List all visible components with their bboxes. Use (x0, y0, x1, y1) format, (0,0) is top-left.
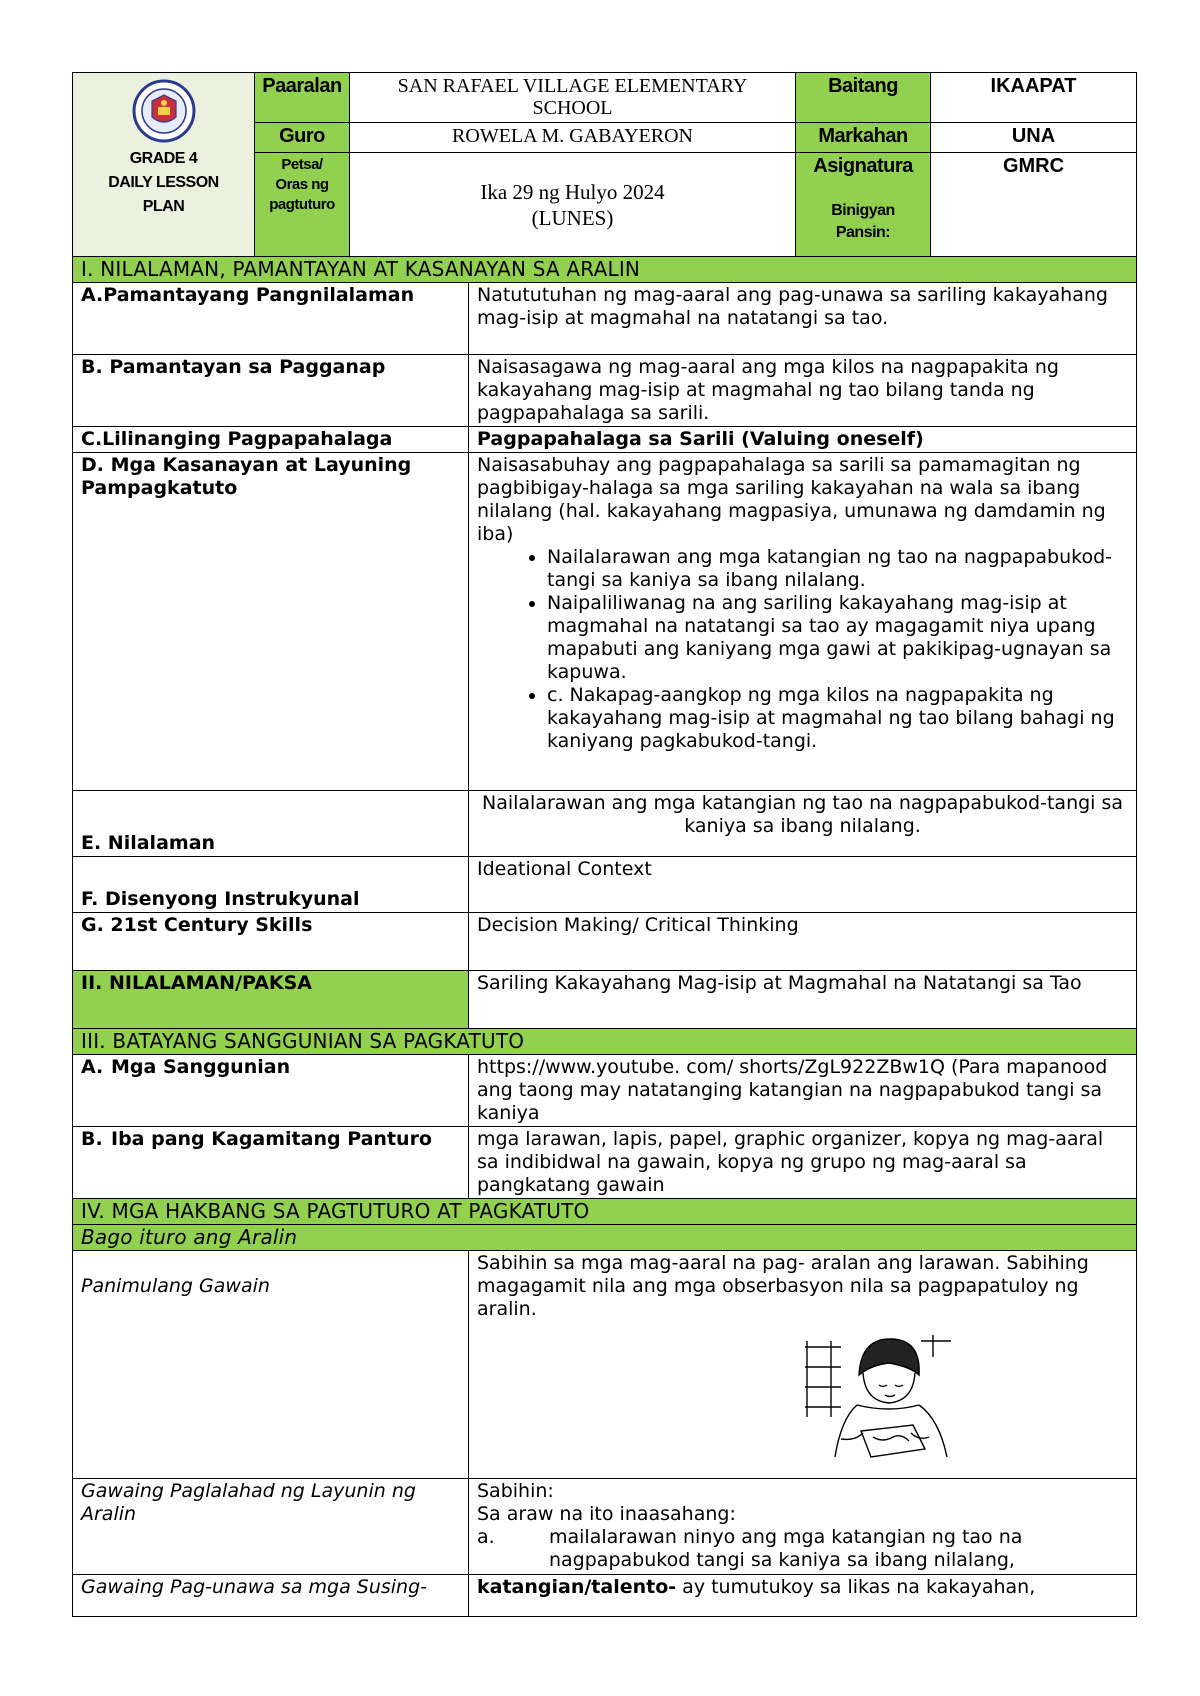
pamantayan-pagganap-label: B. Pamantayan sa Pagganap (73, 354, 469, 426)
pagpapahalaga-label: C.Lilinanging Pagpapahalaga (73, 426, 469, 452)
petsa-value: Ika 29 ng Hulyo 2024 (LUNES) (350, 153, 796, 257)
section-2-heading: II. NILALAMAN/PAKSA (73, 970, 469, 1028)
panimulang-gawain-value: Sabihin sa mga mag-aaral na pag- aralan ang larawan. Sabihing magagamit nila ang mga obserbasyon nila sa pagpapatuloy ng aralin. (469, 1250, 1137, 1478)
pamantayang-pangnilalaman-value: Natututuhan ng mag-aaral ang pag-unawa sa sariling kakayahang mag-isip at magmahal na natatangi sa tao. (469, 282, 1137, 354)
guro-value: ROWELA M. GABAYERON (350, 123, 796, 153)
skills-value: Decision Making/ Critical Thinking (469, 912, 1137, 970)
lesson-plan-page (72, 72, 1136, 1617)
nilalaman-value: Nailalarawan ang mga katangian ng tao na nagpapabukod-tangi sa kaniya sa ibang nilalang. (469, 790, 1137, 856)
kasanayan-list (477, 546, 1128, 753)
paaralan-value: SAN RAFAEL VILLAGE ELEMENTARY SCHOOL (350, 73, 796, 123)
section-3-heading: III. BATAYANG SANGGUNIAN SA PAGKATUTO (73, 1028, 1137, 1054)
sanggunian-value: https://www.youtube. com/ shorts/ZgL922ZBw1Q (Para mapanood ang taong may natatanging katangian na nagpapabukod tangi sa kaniya (469, 1054, 1137, 1126)
paksa-value: Sariling Kakayahang Mag-isip at Magmahal na Natatangi sa Tao (469, 970, 1137, 1028)
markahan-value: UNA (931, 123, 1137, 153)
deped-logo-cell (73, 73, 255, 257)
deped-seal-icon (132, 79, 196, 143)
paglalahad-value: Sabihin: Sa araw na ito inaasahang: a. mailalarawan ninyo ang mga katangian ng tao na nagpapabukod tangi sa kaniya sa ibang nilalang, (469, 1478, 1137, 1574)
disenyong-label: F. Disenyong Instrukyunal (73, 856, 469, 912)
kagamitan-value: mga larawan, lapis, papel, graphic organizer, kopya ng mag-aaral sa indibidwal na gawain, kopya ng grupo ng mag-aaral sa pangkatang gawain (469, 1126, 1137, 1198)
pamantayan-pagganap-value: Naisasagawa ng mag-aaral ang mga kilos na nagpapakita ng kakayahang mag-isip at magmahal ng tao bilang tanda ng pagpapahalaga sa sarili. (469, 354, 1137, 426)
asignatura-label: Asignatura Binigyan Pansin: (796, 153, 931, 257)
header-table (72, 72, 1137, 257)
kagamitan-label: B. Iba pang Kagamitang Panturo (73, 1126, 469, 1198)
nilalaman-label: E. Nilalaman (73, 790, 469, 856)
pamantayang-pangnilalaman-label: A.Pamantayang Pangnilalaman (73, 282, 469, 354)
kasanayan-value (469, 452, 1137, 790)
list-item: • Nailalarawan ang mga katangian ng tao na nagpapabukod-tangi sa kaniya sa ibang nilalang. (547, 546, 1128, 592)
section-1-heading: I. NILALAMAN, PAMANTAYAN AT KASANAYAN SA ARALIN (73, 256, 1137, 282)
paaralan-label: Paaralan (255, 73, 350, 123)
baitang-label: Baitang (796, 73, 931, 123)
skills-label: G. 21st Century Skills (73, 912, 469, 970)
disenyong-value: Ideational Context (469, 856, 1137, 912)
daily-lesson-label: DAILY LESSON (108, 174, 219, 191)
pansin-label: Pansin: (835, 224, 891, 241)
panimulang-gawain-label: Panimulang Gawain (73, 1250, 469, 1478)
section-4-heading: IV. MGA HAKBANG SA PAGTUTURO AT PAGKATUTO (73, 1198, 1137, 1224)
paglalahad-label: Gawaing Paglalahad ng Layunin ng Aralin (73, 1478, 469, 1574)
pagpapahalaga-value: Pagpapahalaga sa Sarili (Valuing oneself) (469, 426, 1137, 452)
grade-label: GRADE 4 (129, 150, 198, 167)
child-drawing-illustration (801, 1327, 971, 1467)
sanggunian-label: A. Mga Sanggunian (73, 1054, 469, 1126)
list-item: • Naipaliliwanag na ang sariling kakayahang mag-isip at magmahal na natatangi sa tao ay magagamit niya upang mapabuti ang kaniyang mga gawi at pakikipag-ugnayan sa kapuwa. (547, 592, 1128, 684)
kasanayan-label: D. Mga Kasanayan at Layuning Pampagkatuto (73, 452, 469, 790)
baitang-value: IKAAPAT (931, 73, 1137, 123)
binigyan-label: Binigyan (831, 202, 895, 219)
pag-unawa-label: Gawaing Pag-unawa sa mga Susing- (73, 1574, 469, 1616)
list-item: • c. Nakapag-aangkop ng mga kilos na nagpapakita ng kakayahang mag-isip at magmahal ng tao bilang bahagi ng kaniyang pagkabukod-tangi. (547, 684, 1128, 753)
markahan-label: Markahan (796, 123, 931, 153)
main-table (72, 256, 1137, 1617)
kasanayan-text: Naisasabuhay ang pagpapahalaga sa sarili sa pamamagitan ng pagbibigay-halaga sa mga sariling kakayahan na wala sa ibang nilalang (hal. kakayahang magpasiya, umunawa ng damdamin ng iba) (477, 453, 1106, 545)
guro-label: Guro (255, 123, 350, 153)
asignatura-value: GMRC (931, 153, 1137, 257)
petsa-label: Petsa/ Oras ng pagtuturo (255, 153, 350, 257)
pag-unawa-value: katangian/talento- ay tumutukoy sa likas na kakayahan, (469, 1574, 1137, 1616)
plan-label: PLAN (142, 198, 185, 215)
section-4-subheading: Bago ituro ang Aralin (73, 1224, 1137, 1250)
